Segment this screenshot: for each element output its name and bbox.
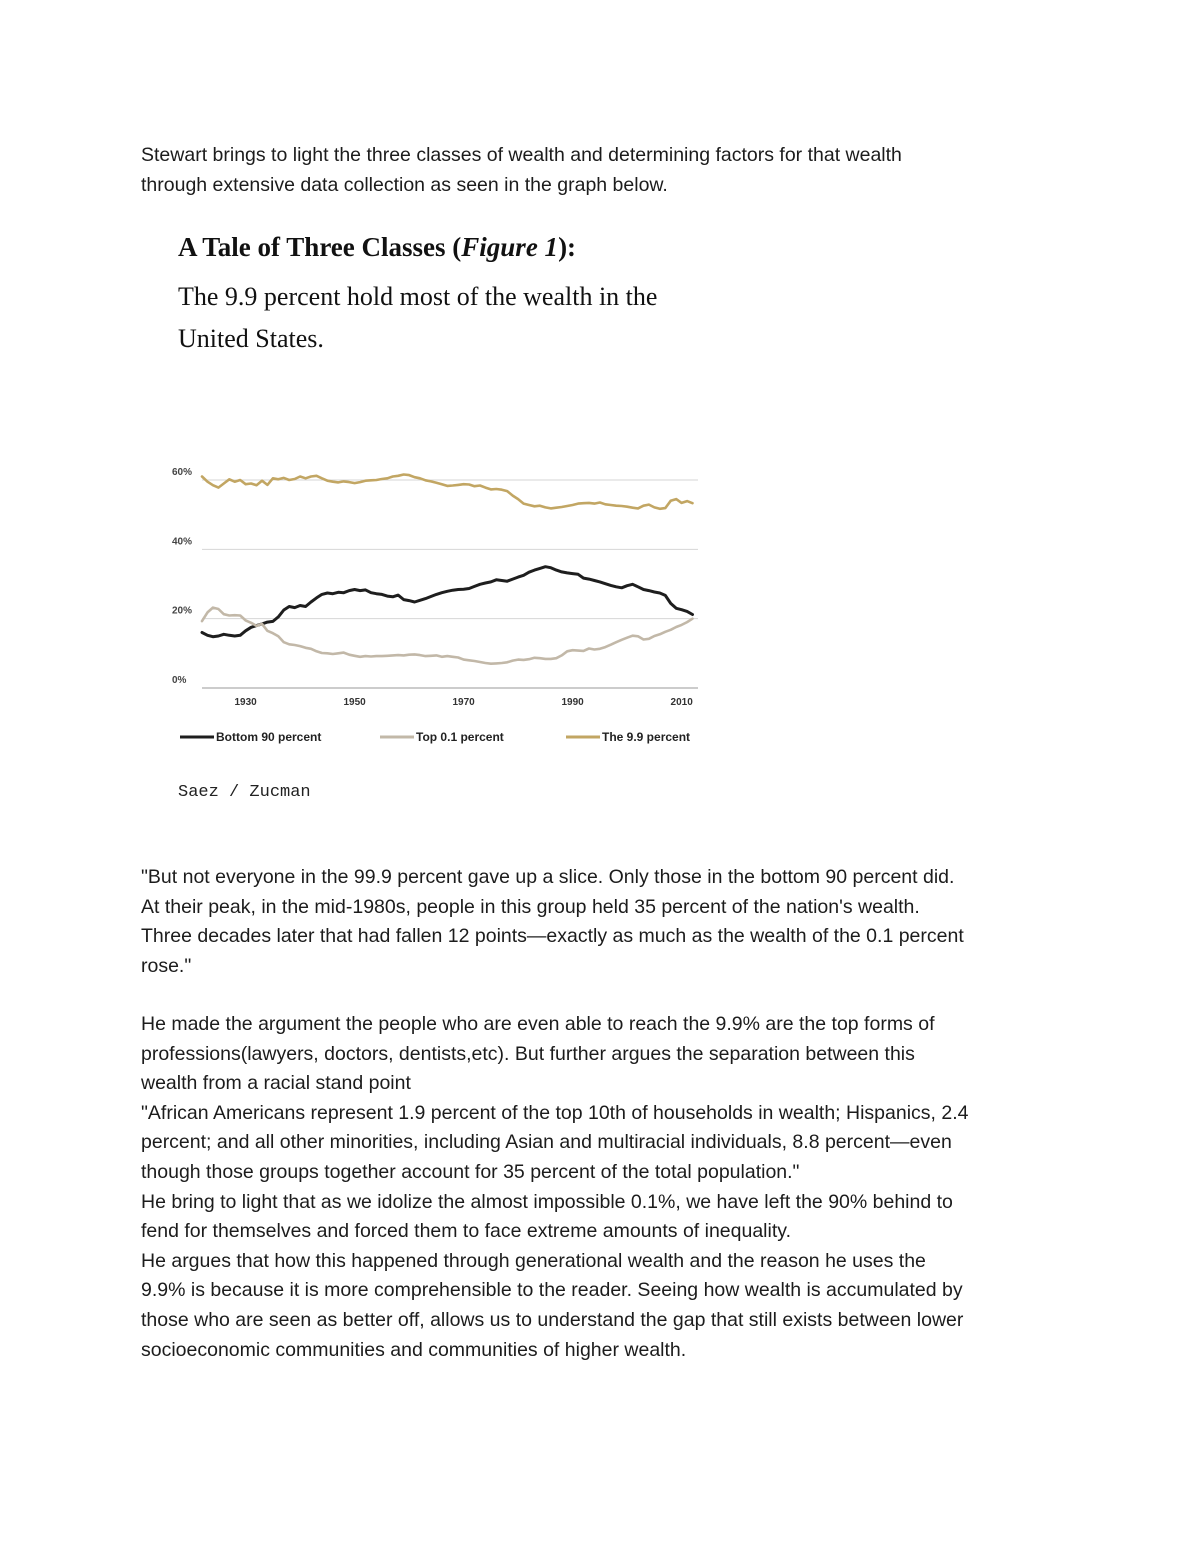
legend-label: The 9.9 percent (602, 730, 691, 744)
text-line: He made the argument the people who are even able to reach the 9.9% are the top forms of (141, 1013, 935, 1035)
legend-label: Top 0.1 percent (416, 730, 504, 744)
figure-credit: Saez / Zucman (178, 783, 311, 802)
figure-title-suffix: ): (558, 232, 577, 262)
text-line: those who are seen as better off, allows us to understand the gap that still exists between lower (141, 1308, 964, 1331)
text-line: At their peak, in the mid-1980s, people in this group held 35 percent of the nation's wealth. (141, 895, 920, 918)
text-line: fend for themselves and forced them to face extreme amounts of inequality. (141, 1220, 791, 1243)
wealth-share-chart (168, 460, 728, 760)
text-line: Three decades later that had fallen 12 points—exactly as much as the wealth of the 0.1 percent (141, 925, 964, 948)
text-line: rose." (141, 954, 192, 977)
text-line: "But not everyone in the 99.9 percent gave up a slice. Only those in the bottom 90 percent did. (141, 866, 955, 888)
text-line: percent; and all other minorities, including Asian and multiracial individuals, 8.8 percent—even (141, 1131, 952, 1154)
text-line: professions(lawyers, doctors, dentists,etc). But further argues the separation between this (141, 1042, 915, 1065)
figure-subtitle (178, 276, 738, 360)
legend-label: Bottom 90 percent (216, 730, 322, 744)
y-tick-label: 40% (172, 536, 193, 548)
x-tick-label: 1930 (234, 697, 257, 708)
quote-paragraph (141, 863, 1071, 981)
x-tick-label: 1990 (561, 697, 584, 708)
body-paragraph (141, 1010, 1071, 1365)
text-line: "African Americans represent 1.9 percent of the top 10th of households in wealth; Hispanics, 2.4 (141, 1101, 969, 1124)
y-tick-label: 20% (172, 605, 193, 617)
series-line-1 (202, 567, 693, 637)
y-tick-label: 60% (172, 467, 193, 478)
x-tick-label: 2010 (670, 697, 693, 708)
text-line: though those groups together account for 35 percent of the total population." (141, 1160, 800, 1183)
y-tick-label: 0% (172, 675, 187, 686)
text-line: socioeconomic communities and communities of higher wealth. (141, 1338, 687, 1361)
text-line: Stewart brings to light the three classes of wealth and determining factors for that wealth (141, 144, 902, 166)
figure-title-italic: Figure 1 (461, 232, 559, 262)
text-line: He bring to light that as we idolize the almost impossible 0.1%, we have left the 90% behind to (141, 1190, 953, 1213)
figure-title-prefix: A Tale of Three Classes ( (178, 232, 462, 262)
x-tick-label: 1950 (343, 697, 366, 708)
chart-series (202, 475, 693, 664)
figure-subtitle-line: United States. (178, 324, 324, 353)
intro-paragraph (141, 141, 1071, 200)
x-tick-label: 1970 (452, 697, 475, 708)
series-line-2 (202, 608, 693, 664)
chart-legend (180, 730, 690, 744)
text-line: 9.9% is because it is more comprehensible to the reader. Seeing how wealth is accumulated by (141, 1279, 963, 1302)
text-line: wealth from a racial stand point (141, 1072, 411, 1095)
text-line: through extensive data collection as seen in the graph below. (141, 173, 668, 196)
text-line: He argues that how this happened through generational wealth and the reason he uses the (141, 1249, 926, 1272)
figure-subtitle-line: The 9.9 percent hold most of the wealth in the (178, 282, 658, 311)
figure-title (178, 232, 576, 263)
